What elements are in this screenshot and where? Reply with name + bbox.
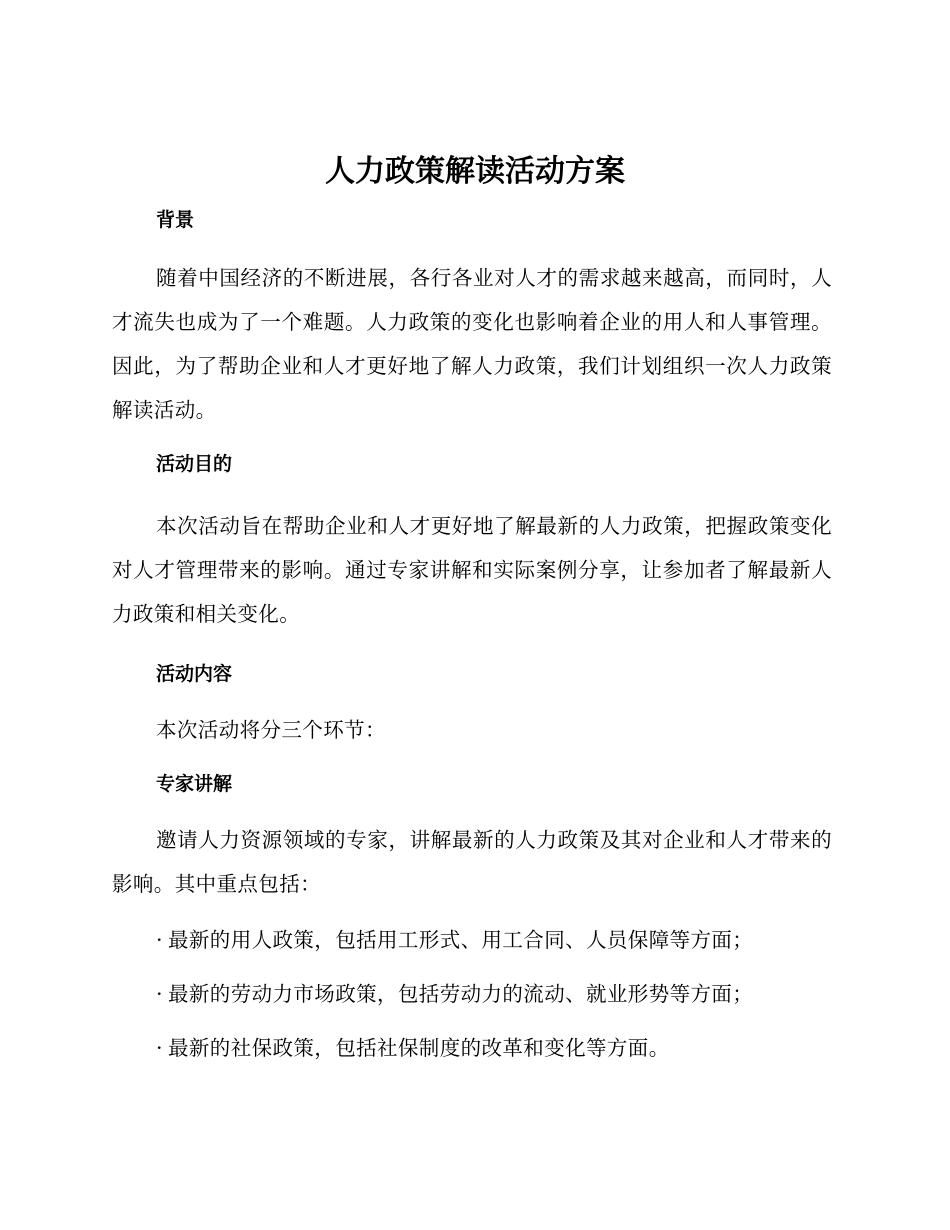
bullet-item (112, 1032, 832, 1064)
section-heading-expert: 专家讲解 (156, 773, 233, 795)
bullet-text: 最新的劳动力市场政策，包括劳动力的流动、就业形势等方面； (168, 982, 754, 1006)
section-text-expert: 邀请人力资源领域的专家，讲解最新的人力政策及其对企业和人才带来的影响。其中重点包括： (112, 828, 832, 896)
bullet-item (112, 978, 832, 1010)
document-title: 人力政策解读活动方案 (325, 154, 625, 189)
bullet-item (112, 924, 832, 956)
bullet-text: 最新的社保政策，包括社保制度的改革和变化等方面。 (168, 1036, 670, 1060)
bullet-text: 最新的用人政策，包括用工形式、用工合同、人员保障等方面； (168, 928, 754, 952)
section-text-goal: 本次活动旨在帮助企业和人才更好地了解最新的人力政策，把握政策变化对人才管理带来的影响。通过专家讲解和实际案例分享，让参加者了解最新人力政策和相关变化。 (112, 514, 832, 626)
section-text-background: 随着中国经济的不断进展，各行各业对人才的需求越来越高，而同时，人才流失也成为了一个难题。人力政策的变化也影响着企业的用人和人事管理。因此，为了帮助企业和人才更好地了解人力政策，我们计划组织一次人力政策解读活动。 (112, 266, 832, 422)
bullet-marker: · (156, 1036, 163, 1060)
bullet-marker: · (156, 982, 163, 1006)
document-body (112, 204, 832, 1064)
section-text-content: 本次活动将分三个环节： (156, 718, 386, 742)
section-heading-content: 活动内容 (156, 663, 233, 685)
bullet-marker: · (156, 928, 163, 952)
section-heading-goal: 活动目的 (156, 453, 233, 475)
section-heading-background: 背景 (156, 209, 195, 231)
